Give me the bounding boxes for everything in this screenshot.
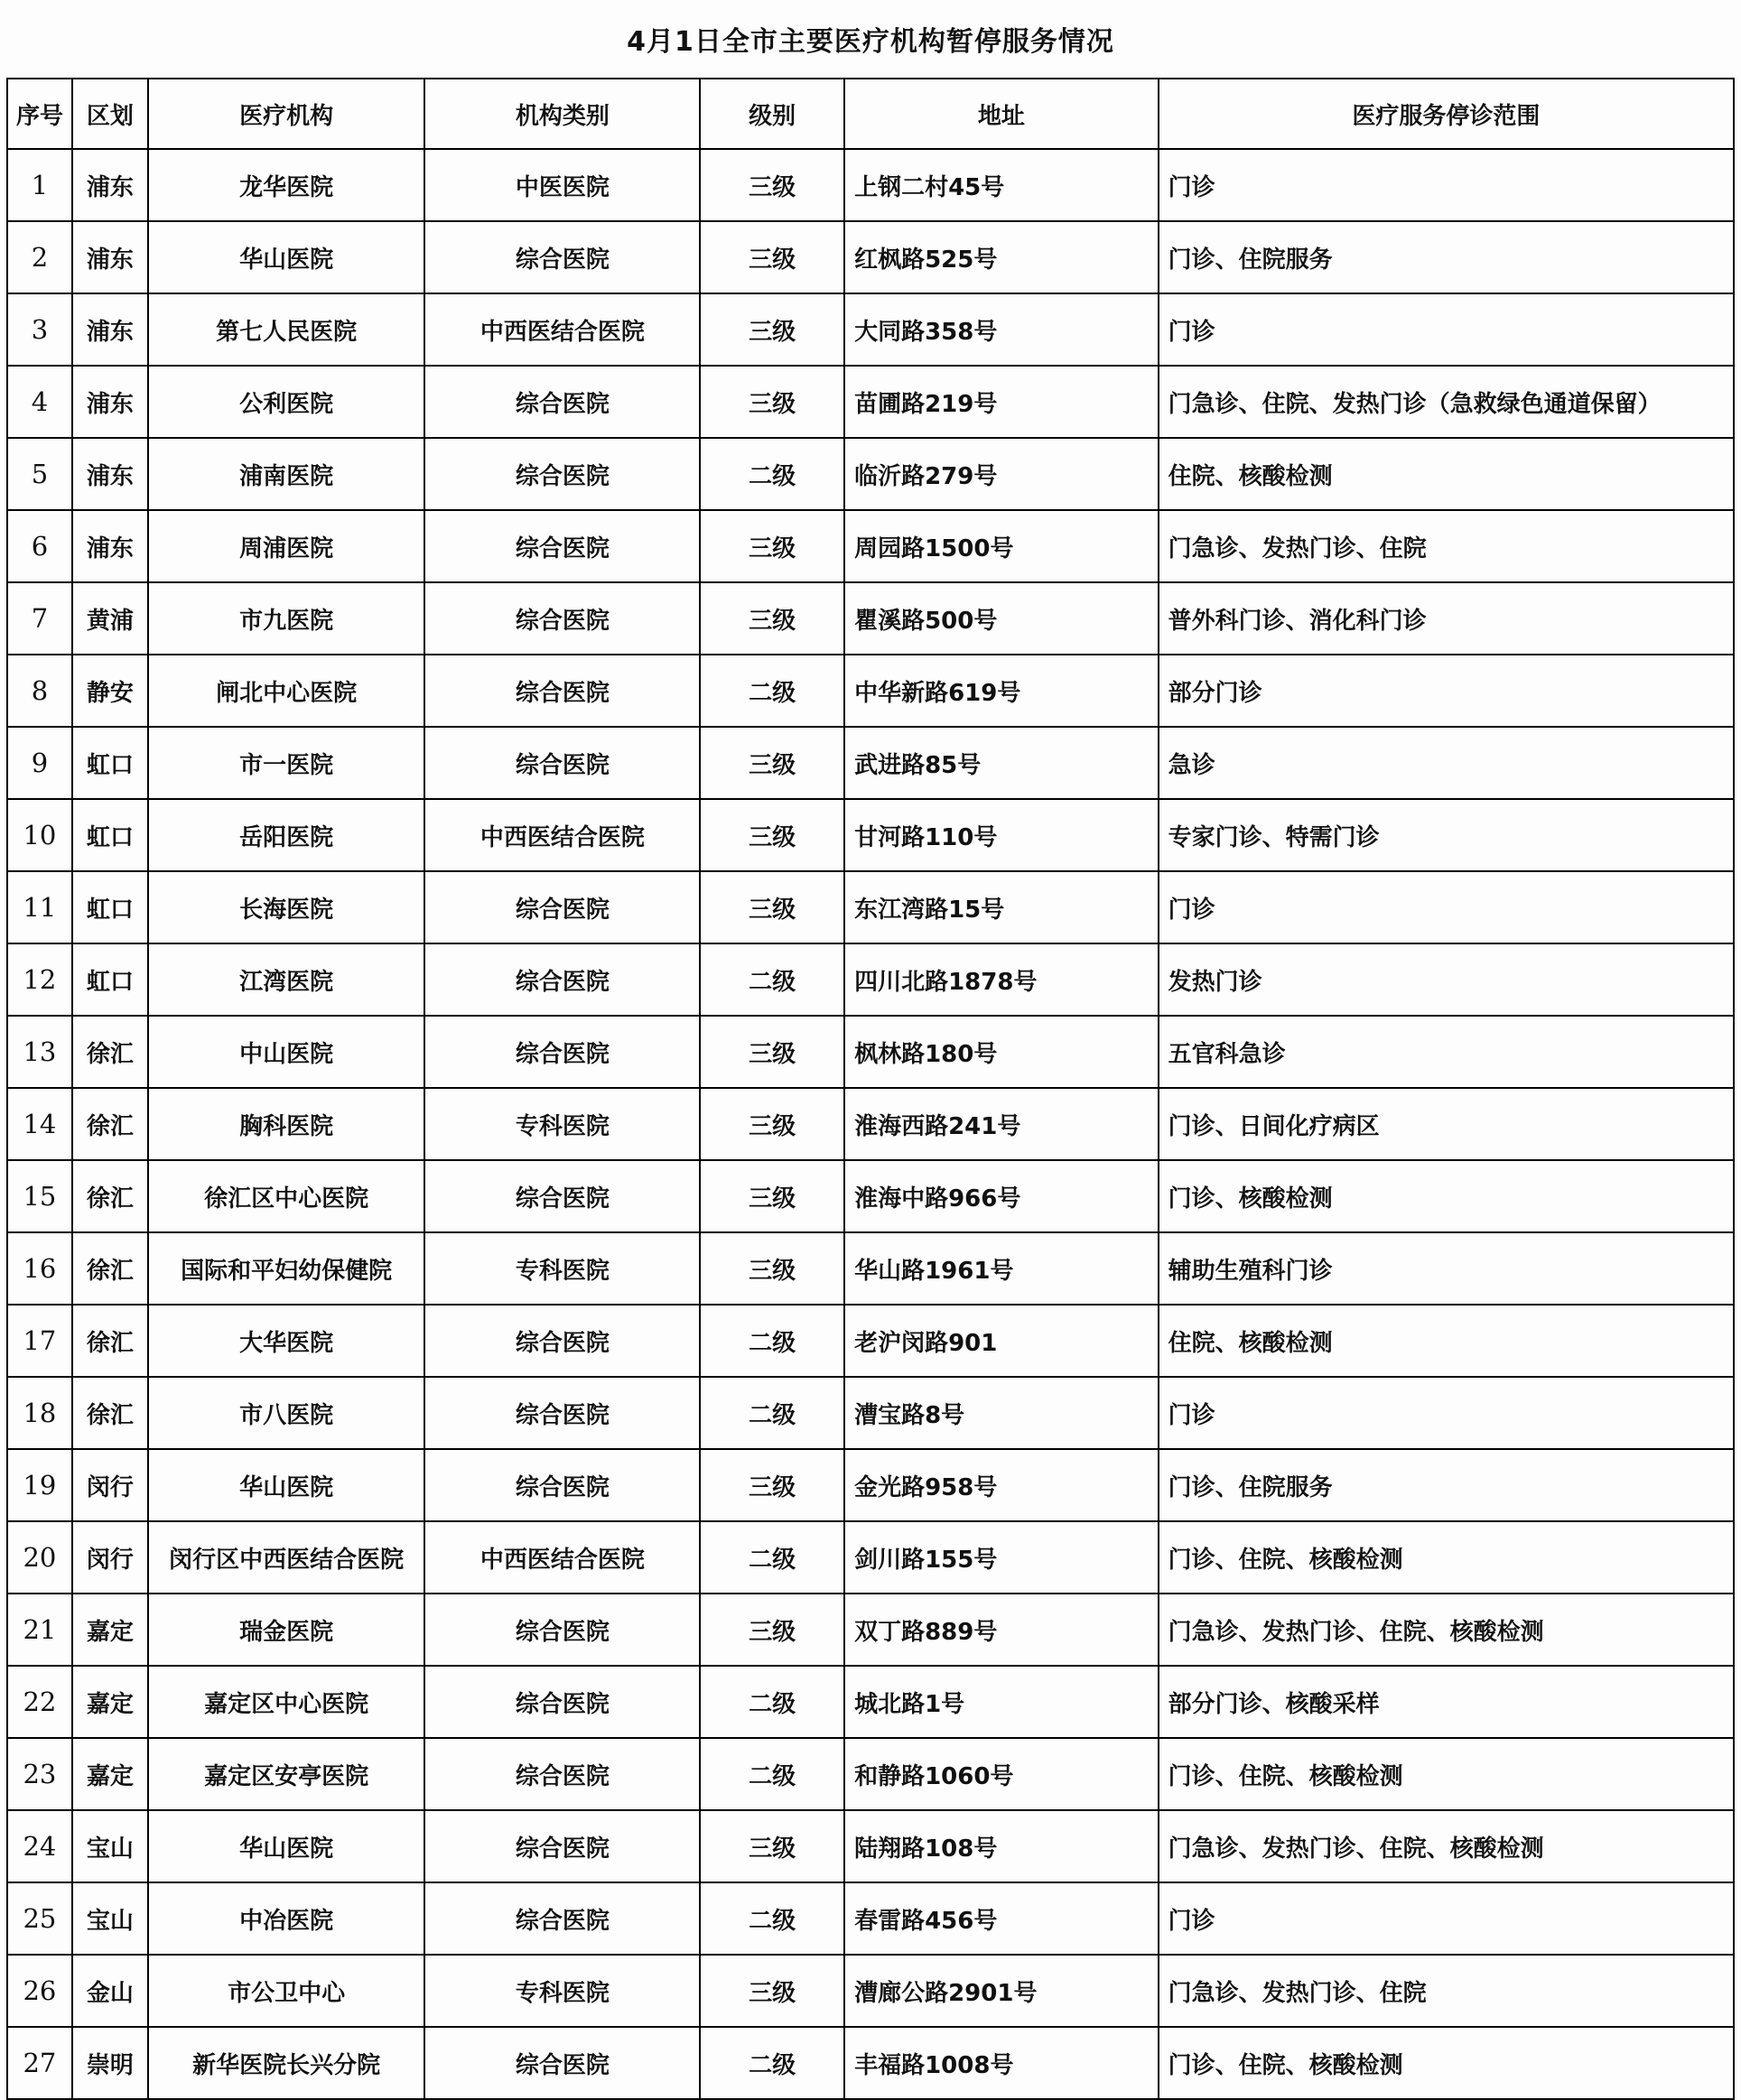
cell-level: 二级 bbox=[700, 1666, 844, 1738]
cell-no: 19 bbox=[7, 1449, 72, 1521]
cell-scope: 住院、核酸检测 bbox=[1159, 1305, 1734, 1377]
table-row bbox=[7, 1738, 1734, 1810]
cell-category: 中西医结合医院 bbox=[424, 799, 700, 871]
cell-institution: 国际和平妇幼保健院 bbox=[148, 1232, 425, 1305]
cell-level: 二级 bbox=[700, 943, 844, 1016]
cell-no: 9 bbox=[7, 727, 72, 799]
cell-scope: 辅助生殖科门诊 bbox=[1159, 1232, 1734, 1305]
cell-level: 三级 bbox=[700, 1955, 844, 2027]
cell-institution: 闸北中心医院 bbox=[148, 655, 425, 727]
table-row bbox=[7, 149, 1734, 221]
cell-category: 综合医院 bbox=[424, 1810, 700, 1882]
cell-no: 26 bbox=[7, 1955, 72, 2027]
cell-level: 二级 bbox=[700, 1738, 844, 1810]
cell-no: 21 bbox=[7, 1594, 72, 1666]
table-row bbox=[7, 2027, 1734, 2099]
cell-scope: 门诊 bbox=[1159, 1377, 1734, 1449]
cell-category: 专科医院 bbox=[424, 1232, 700, 1305]
cell-district: 浦东 bbox=[72, 293, 148, 366]
cell-scope: 部分门诊、核酸采样 bbox=[1159, 1666, 1734, 1738]
cell-district: 宝山 bbox=[72, 1810, 148, 1882]
cell-district: 虹口 bbox=[72, 871, 148, 943]
cell-level: 三级 bbox=[700, 582, 844, 655]
cell-address: 漕廊公路2901号 bbox=[844, 1955, 1159, 2027]
cell-district: 徐汇 bbox=[72, 1160, 148, 1232]
cell-level: 二级 bbox=[700, 1305, 844, 1377]
column-header-6: 医疗服务停诊范围 bbox=[1159, 79, 1734, 149]
table-row bbox=[7, 1232, 1734, 1305]
cell-category: 综合医院 bbox=[424, 582, 700, 655]
cell-address: 金光路958号 bbox=[844, 1449, 1159, 1521]
cell-district: 崇明 bbox=[72, 2027, 148, 2099]
cell-scope: 门诊、住院服务 bbox=[1159, 1449, 1734, 1521]
cell-address: 苗圃路219号 bbox=[844, 366, 1159, 438]
cell-category: 综合医院 bbox=[424, 1377, 700, 1449]
cell-category: 综合医院 bbox=[424, 1449, 700, 1521]
cell-category: 综合医院 bbox=[424, 1882, 700, 1955]
cell-district: 嘉定 bbox=[72, 1594, 148, 1666]
cell-address: 东江湾路15号 bbox=[844, 871, 1159, 943]
cell-institution: 第七人民医院 bbox=[148, 293, 425, 366]
cell-category: 中西医结合医院 bbox=[424, 1521, 700, 1594]
column-header-3: 机构类别 bbox=[424, 79, 700, 149]
cell-address: 淮海西路241号 bbox=[844, 1088, 1159, 1160]
table-row bbox=[7, 1305, 1734, 1377]
table-header-row bbox=[7, 79, 1734, 149]
cell-no: 16 bbox=[7, 1232, 72, 1305]
cell-scope: 门急诊、发热门诊、住院、核酸检测 bbox=[1159, 1810, 1734, 1882]
cell-scope: 五官科急诊 bbox=[1159, 1016, 1734, 1088]
cell-scope: 发热门诊 bbox=[1159, 943, 1734, 1016]
table-row bbox=[7, 366, 1734, 438]
cell-scope: 门诊 bbox=[1159, 1882, 1734, 1955]
cell-scope: 住院、核酸检测 bbox=[1159, 438, 1734, 510]
cell-level: 三级 bbox=[700, 366, 844, 438]
cell-category: 综合医院 bbox=[424, 1666, 700, 1738]
cell-scope: 门诊、住院服务 bbox=[1159, 221, 1734, 293]
cell-institution: 市一医院 bbox=[148, 727, 425, 799]
cell-address: 红枫路525号 bbox=[844, 221, 1159, 293]
cell-category: 综合医院 bbox=[424, 1594, 700, 1666]
table-row bbox=[7, 1955, 1734, 2027]
table-row bbox=[7, 655, 1734, 727]
table-row bbox=[7, 1882, 1734, 1955]
cell-institution: 岳阳医院 bbox=[148, 799, 425, 871]
cell-address: 临沂路279号 bbox=[844, 438, 1159, 510]
cell-address: 四川北路1878号 bbox=[844, 943, 1159, 1016]
cell-no: 17 bbox=[7, 1305, 72, 1377]
cell-level: 三级 bbox=[700, 727, 844, 799]
table-row bbox=[7, 1088, 1734, 1160]
table-row bbox=[7, 510, 1734, 582]
cell-level: 三级 bbox=[700, 1594, 844, 1666]
cell-institution: 浦南医院 bbox=[148, 438, 425, 510]
cell-institution: 中山医院 bbox=[148, 1016, 425, 1088]
cell-district: 浦东 bbox=[72, 149, 148, 221]
cell-scope: 门急诊、发热门诊、住院 bbox=[1159, 510, 1734, 582]
cell-address: 淮海中路966号 bbox=[844, 1160, 1159, 1232]
cell-no: 1 bbox=[7, 149, 72, 221]
cell-institution: 江湾医院 bbox=[148, 943, 425, 1016]
cell-category: 综合医院 bbox=[424, 510, 700, 582]
cell-level: 三级 bbox=[700, 799, 844, 871]
cell-category: 综合医院 bbox=[424, 943, 700, 1016]
column-header-1: 区划 bbox=[72, 79, 148, 149]
cell-scope: 专家门诊、特需门诊 bbox=[1159, 799, 1734, 871]
cell-no: 4 bbox=[7, 366, 72, 438]
cell-scope: 急诊 bbox=[1159, 727, 1734, 799]
cell-level: 二级 bbox=[700, 655, 844, 727]
cell-district: 宝山 bbox=[72, 1882, 148, 1955]
cell-district: 金山 bbox=[72, 1955, 148, 2027]
cell-address: 瞿溪路500号 bbox=[844, 582, 1159, 655]
cell-institution: 胸科医院 bbox=[148, 1088, 425, 1160]
table-row bbox=[7, 438, 1734, 510]
cell-no: 27 bbox=[7, 2027, 72, 2099]
cell-institution: 华山医院 bbox=[148, 1449, 425, 1521]
cell-district: 黄浦 bbox=[72, 582, 148, 655]
table-row bbox=[7, 727, 1734, 799]
cell-level: 二级 bbox=[700, 1882, 844, 1955]
cell-level: 三级 bbox=[700, 1232, 844, 1305]
table-row bbox=[7, 1594, 1734, 1666]
cell-scope: 门诊、日间化疗病区 bbox=[1159, 1088, 1734, 1160]
column-header-4: 级别 bbox=[700, 79, 844, 149]
cell-institution: 周浦医院 bbox=[148, 510, 425, 582]
cell-district: 虹口 bbox=[72, 943, 148, 1016]
page-title: 4月1日全市主要医疗机构暂停服务情况 bbox=[627, 26, 1114, 58]
table-row bbox=[7, 871, 1734, 943]
cell-no: 15 bbox=[7, 1160, 72, 1232]
cell-address: 双丁路889号 bbox=[844, 1594, 1159, 1666]
table-row bbox=[7, 1449, 1734, 1521]
cell-institution: 中冶医院 bbox=[148, 1882, 425, 1955]
cell-no: 22 bbox=[7, 1666, 72, 1738]
cell-level: 三级 bbox=[700, 1088, 844, 1160]
cell-category: 综合医院 bbox=[424, 1016, 700, 1088]
cell-institution: 嘉定区中心医院 bbox=[148, 1666, 425, 1738]
cell-address: 春雷路456号 bbox=[844, 1882, 1159, 1955]
table-row bbox=[7, 1521, 1734, 1594]
cell-no: 5 bbox=[7, 438, 72, 510]
cell-scope: 门急诊、发热门诊、住院 bbox=[1159, 1955, 1734, 2027]
table-row bbox=[7, 1160, 1734, 1232]
cell-address: 甘河路110号 bbox=[844, 799, 1159, 871]
cell-district: 徐汇 bbox=[72, 1232, 148, 1305]
cell-district: 浦东 bbox=[72, 510, 148, 582]
cell-address: 中华新路619号 bbox=[844, 655, 1159, 727]
cell-institution: 嘉定区安亭医院 bbox=[148, 1738, 425, 1810]
cell-level: 二级 bbox=[700, 2027, 844, 2099]
cell-scope: 普外科门诊、消化科门诊 bbox=[1159, 582, 1734, 655]
table-row bbox=[7, 1377, 1734, 1449]
cell-no: 14 bbox=[7, 1088, 72, 1160]
cell-scope: 门诊 bbox=[1159, 149, 1734, 221]
cell-category: 综合医院 bbox=[424, 438, 700, 510]
cell-institution: 长海医院 bbox=[148, 871, 425, 943]
cell-no: 12 bbox=[7, 943, 72, 1016]
cell-scope: 门急诊、发热门诊、住院、核酸检测 bbox=[1159, 1594, 1734, 1666]
cell-level: 三级 bbox=[700, 510, 844, 582]
cell-category: 综合医院 bbox=[424, 1738, 700, 1810]
cell-level: 三级 bbox=[700, 1810, 844, 1882]
cell-address: 大同路358号 bbox=[844, 293, 1159, 366]
cell-scope: 门诊 bbox=[1159, 293, 1734, 366]
cell-district: 嘉定 bbox=[72, 1666, 148, 1738]
cell-district: 浦东 bbox=[72, 366, 148, 438]
cell-no: 7 bbox=[7, 582, 72, 655]
column-header-0: 序号 bbox=[7, 79, 72, 149]
cell-level: 三级 bbox=[700, 1449, 844, 1521]
cell-category: 综合医院 bbox=[424, 366, 700, 438]
cell-institution: 公利医院 bbox=[148, 366, 425, 438]
cell-no: 18 bbox=[7, 1377, 72, 1449]
cell-level: 二级 bbox=[700, 438, 844, 510]
cell-address: 漕宝路8号 bbox=[844, 1377, 1159, 1449]
cell-scope: 门诊、住院、核酸检测 bbox=[1159, 1738, 1734, 1810]
cell-category: 综合医院 bbox=[424, 871, 700, 943]
cell-district: 嘉定 bbox=[72, 1738, 148, 1810]
cell-no: 24 bbox=[7, 1810, 72, 1882]
table-row bbox=[7, 799, 1734, 871]
table-row bbox=[7, 582, 1734, 655]
cell-district: 徐汇 bbox=[72, 1377, 148, 1449]
cell-category: 综合医院 bbox=[424, 1305, 700, 1377]
cell-address: 武进路85号 bbox=[844, 727, 1159, 799]
table-row bbox=[7, 1666, 1734, 1738]
cell-institution: 市公卫中心 bbox=[148, 1955, 425, 2027]
cell-no: 8 bbox=[7, 655, 72, 727]
cell-address: 城北路1号 bbox=[844, 1666, 1159, 1738]
cell-no: 20 bbox=[7, 1521, 72, 1594]
cell-address: 华山路1961号 bbox=[844, 1232, 1159, 1305]
cell-district: 闵行 bbox=[72, 1449, 148, 1521]
cell-district: 虹口 bbox=[72, 727, 148, 799]
cell-district: 浦东 bbox=[72, 438, 148, 510]
cell-district: 徐汇 bbox=[72, 1016, 148, 1088]
cell-district: 静安 bbox=[72, 655, 148, 727]
cell-institution: 瑞金医院 bbox=[148, 1594, 425, 1666]
cell-level: 三级 bbox=[700, 1016, 844, 1088]
cell-level: 三级 bbox=[700, 293, 844, 366]
cell-scope: 门诊、核酸检测 bbox=[1159, 1160, 1734, 1232]
cell-level: 三级 bbox=[700, 871, 844, 943]
cell-address: 上钢二村45号 bbox=[844, 149, 1159, 221]
table-row bbox=[7, 943, 1734, 1016]
cell-no: 2 bbox=[7, 221, 72, 293]
cell-category: 综合医院 bbox=[424, 2027, 700, 2099]
cell-district: 徐汇 bbox=[72, 1088, 148, 1160]
cell-institution: 新华医院长兴分院 bbox=[148, 2027, 425, 2099]
cell-level: 三级 bbox=[700, 1160, 844, 1232]
cell-category: 综合医院 bbox=[424, 1160, 700, 1232]
cell-category: 专科医院 bbox=[424, 1955, 700, 2027]
cell-level: 三级 bbox=[700, 149, 844, 221]
cell-category: 综合医院 bbox=[424, 727, 700, 799]
table-row bbox=[7, 1016, 1734, 1088]
cell-district: 闵行 bbox=[72, 1521, 148, 1594]
column-header-2: 医疗机构 bbox=[148, 79, 425, 149]
cell-scope: 门诊、住院、核酸检测 bbox=[1159, 1521, 1734, 1594]
cell-institution: 华山医院 bbox=[148, 221, 425, 293]
cell-institution: 龙华医院 bbox=[148, 149, 425, 221]
cell-category: 综合医院 bbox=[424, 655, 700, 727]
cell-address: 丰福路1008号 bbox=[844, 2027, 1159, 2099]
cell-no: 6 bbox=[7, 510, 72, 582]
cell-no: 23 bbox=[7, 1738, 72, 1810]
cell-address: 和静路1060号 bbox=[844, 1738, 1159, 1810]
cell-scope: 门急诊、住院、发热门诊（急救绿色通道保留） bbox=[1159, 366, 1734, 438]
cell-category: 中西医结合医院 bbox=[424, 293, 700, 366]
cell-address: 老沪闵路901 bbox=[844, 1305, 1159, 1377]
cell-level: 三级 bbox=[700, 221, 844, 293]
cell-scope: 门诊、住院、核酸检测 bbox=[1159, 2027, 1734, 2099]
cell-no: 13 bbox=[7, 1016, 72, 1088]
cell-address: 剑川路155号 bbox=[844, 1521, 1159, 1594]
cell-institution: 市九医院 bbox=[148, 582, 425, 655]
cell-category: 综合医院 bbox=[424, 221, 700, 293]
cell-district: 徐汇 bbox=[72, 1305, 148, 1377]
column-header-5: 地址 bbox=[844, 79, 1159, 149]
cell-no: 10 bbox=[7, 799, 72, 871]
cell-no: 11 bbox=[7, 871, 72, 943]
cell-institution: 市八医院 bbox=[148, 1377, 425, 1449]
cell-institution: 闵行区中西医结合医院 bbox=[148, 1521, 425, 1594]
cell-institution: 大华医院 bbox=[148, 1305, 425, 1377]
cell-no: 25 bbox=[7, 1882, 72, 1955]
cell-scope: 门诊 bbox=[1159, 871, 1734, 943]
cell-address: 周园路1500号 bbox=[844, 510, 1159, 582]
cell-scope: 部分门诊 bbox=[1159, 655, 1734, 727]
cell-level: 二级 bbox=[700, 1521, 844, 1594]
table-row bbox=[7, 221, 1734, 293]
cell-no: 3 bbox=[7, 293, 72, 366]
cell-level: 二级 bbox=[700, 1377, 844, 1449]
cell-district: 浦东 bbox=[72, 221, 148, 293]
cell-institution: 华山医院 bbox=[148, 1810, 425, 1882]
table-row bbox=[7, 293, 1734, 366]
cell-district: 虹口 bbox=[72, 799, 148, 871]
table-row bbox=[7, 1810, 1734, 1882]
hospital-suspension-table bbox=[6, 78, 1735, 2100]
cell-category: 中医医院 bbox=[424, 149, 700, 221]
cell-category: 专科医院 bbox=[424, 1088, 700, 1160]
cell-address: 枫林路180号 bbox=[844, 1016, 1159, 1088]
cell-address: 陆翔路108号 bbox=[844, 1810, 1159, 1882]
cell-institution: 徐汇区中心医院 bbox=[148, 1160, 425, 1232]
